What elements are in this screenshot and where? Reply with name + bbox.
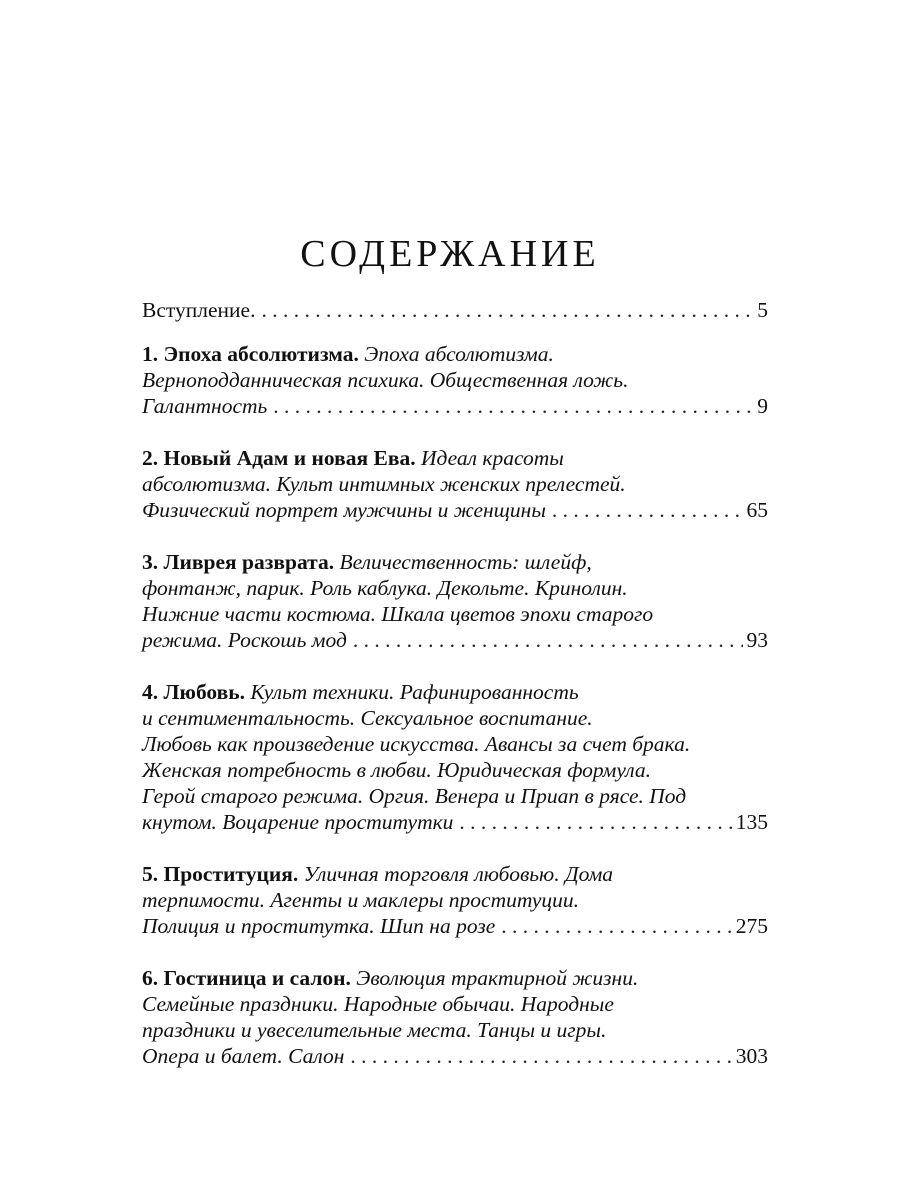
toc-entry-last-line (142, 497, 768, 523)
toc-entry-chapter-5 (142, 861, 768, 939)
chapter-subtopics: Полиция и проститутка. Шип на розе (142, 914, 496, 938)
chapter-subtopics: Культ техники. Рафинированность (250, 680, 579, 704)
toc-entry-chapter-3 (142, 549, 768, 653)
chapter-subtopics: Женская потребность в любви. Юридическая формула. (142, 758, 652, 782)
chapter-title: 3. Ливрея разврата. (142, 550, 335, 574)
chapter-subtopics: Герой старого режима. Оргия. Венера и Приап в рясе. Под (142, 784, 687, 808)
dot-leader (501, 913, 732, 939)
dot-leader (273, 393, 753, 419)
chapter-subtopics: Галантность (142, 394, 268, 418)
toc-entry-last-line (142, 627, 768, 653)
chapter-subtopics: Опера и балет. Салон (142, 1044, 345, 1068)
toc-entry-line (142, 341, 768, 367)
chapter-title: 5. Проституция. (142, 862, 299, 886)
chapter-subtopics: Семейные праздники. Народные обычаи. Народные (142, 992, 614, 1016)
chapter-title: 6. Гостиница и салон. (142, 966, 351, 990)
chapter-subtopics: кнутом. Воцарение проститутки (142, 810, 454, 834)
chapter-title: 4. Любовь. (142, 680, 245, 704)
page-title: СОДЕРЖАНИЕ (300, 233, 600, 275)
chapter-subtopics: режима. Роскошь мод (142, 628, 347, 652)
chapter-subtopics: Уличная торговля любовью. Дома (303, 862, 614, 886)
toc-entry-chapter-2 (142, 445, 768, 523)
toc-entry-chapter-6 (142, 965, 768, 1069)
toc-entry-line (142, 965, 768, 991)
chapter-subtopics: Верноподданническая психика. Общественная ложь. (142, 368, 629, 392)
chapter-title: 2. Новый Адам и новая Ева. (142, 446, 416, 470)
toc-entry-intro (142, 297, 768, 323)
dot-leader (261, 297, 753, 323)
toc-page-number: 275 (735, 914, 768, 938)
dot-leader (459, 809, 731, 835)
chapter-subtopics: Величественность: шлейф, (339, 550, 592, 574)
toc-entry-line (142, 549, 768, 575)
toc-entry-chapter-1 (142, 341, 768, 419)
toc-page-number: 65 (746, 498, 768, 522)
toc-entry-line (142, 679, 768, 705)
dot-leader (552, 497, 743, 523)
toc-entry-last-line (142, 913, 768, 939)
chapter-subtopics: терпимости. Агенты и маклеры проституции. (142, 888, 580, 912)
toc-page-number: 5 (757, 298, 768, 322)
chapter-subtopics: Эволюция трактирной жизни. (356, 966, 639, 990)
chapter-subtopics: абсолютизма. Культ интимных женских прелестей. (142, 472, 626, 496)
toc-entry-text: Вступление. (142, 298, 256, 322)
toc-entry-line (142, 861, 768, 887)
table-of-contents (142, 297, 768, 1095)
chapter-subtopics: Физический портрет мужчины и женщины (142, 498, 546, 522)
chapter-subtopics: праздники и увеселительные места. Танцы и игры. (142, 1018, 607, 1042)
toc-entry-last-line (142, 297, 768, 323)
chapter-subtopics: и сентиментальность. Сексуальное воспитание. (142, 706, 593, 730)
toc-entry-line (142, 445, 768, 471)
toc-entry-last-line (142, 809, 768, 835)
toc-entry-last-line (142, 1043, 768, 1069)
dot-leader (350, 1043, 731, 1069)
dot-leader (353, 627, 743, 653)
toc-page-number: 9 (757, 394, 768, 418)
chapter-subtopics: Любовь как произведение искусства. Авансы за счет брака. (142, 732, 691, 756)
chapter-subtopics: Идеал красоты (420, 446, 564, 470)
chapter-title: 1. Эпоха абсолютизма. (142, 342, 359, 366)
toc-entry-chapter-4 (142, 679, 768, 835)
toc-entry-last-line (142, 393, 768, 419)
toc-page-number: 93 (746, 628, 768, 652)
toc-page-number: 303 (735, 1044, 768, 1068)
chapter-subtopics: Нижние части костюма. Шкала цветов эпохи старого (142, 602, 654, 626)
chapter-subtopics: Эпоха абсолютизма. (364, 342, 554, 366)
toc-page-number: 135 (735, 810, 768, 834)
chapter-subtopics: фонтанж, парик. Роль каблука. Декольте. Кринолин. (142, 576, 628, 600)
